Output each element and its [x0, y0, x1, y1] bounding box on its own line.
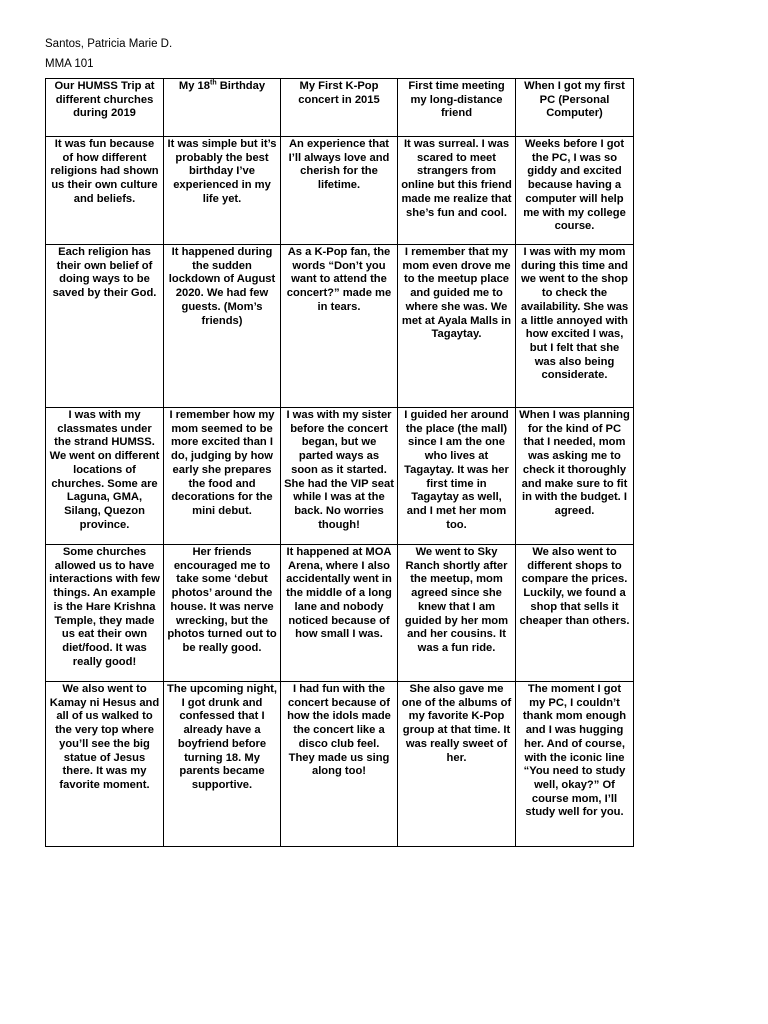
table-row: [46, 545, 634, 682]
table-cell: I was with my classmates under the strand HUMSS. We went on different locations of churches. Some are Laguna, GMA, Silang, Quezon province.: [46, 408, 164, 545]
course-code: MMA 101: [45, 58, 94, 70]
table-cell: I was with my mom during this time and we went to the shop to check the availability. She was a little annoyed with how excited I was, but I felt that she was also being considerate.: [516, 245, 634, 408]
column-header: First time meeting my long-distance friend: [398, 79, 516, 137]
table-header-row: [46, 79, 634, 137]
table-cell: We went to Sky Ranch shortly after the meetup, mom agreed since she knew that I am guided by her mom and her cousins. It was a fun ride.: [398, 545, 516, 682]
memories-table: [45, 78, 634, 847]
table-cell: Her friends encouraged me to take some ‘debut photos’ around the house. It was nerve wrecking, but the photos turned out to be really good.: [164, 545, 281, 682]
table-cell: I remember that my mom even drove me to the meetup place and guided me to where she was. We met at Ayala Malls in Tagaytay.: [398, 245, 516, 408]
table-cell: It was simple but it’s probably the best birthday I’ve experienced in my life yet.: [164, 137, 281, 245]
table-cell: We also went to different shops to compare the prices. Luckily, we found a shop that sells it cheaper than others.: [516, 545, 634, 682]
table-cell: The moment I got my PC, I couldn’t thank mom enough and I was hugging her. And of course, with the iconic line “You need to study well, okay?” Of course mom, I’ll study well for you.: [516, 682, 634, 847]
table-cell: As a K-Pop fan, the words “Don’t you want to attend the concert?” made me in tears.: [281, 245, 398, 408]
table-cell: It was surreal. I was scared to meet strangers from online but this friend made me realize that she’s fun and cool.: [398, 137, 516, 245]
table-row: [46, 682, 634, 847]
table-cell: It was fun because of how different religions had shown us their own culture and beliefs.: [46, 137, 164, 245]
table-row: [46, 408, 634, 545]
student-name: Santos, Patricia Marie D.: [45, 38, 173, 50]
table-row: [46, 137, 634, 245]
column-header: My 18th Birthday: [164, 79, 281, 137]
table-cell: I remember how my mom seemed to be more excited than I do, judging by how early she prepares the food and decorations for the mini debut.: [164, 408, 281, 545]
table-cell: Some churches allowed us to have interactions with few things. An example is the Hare Krishna Temple, they made us eat their own diet/food. It was really good!: [46, 545, 164, 682]
table-cell: I had fun with the concert because of how the idols made the concert like a disco club feel. They made us sing along too!: [281, 682, 398, 847]
table-cell: An experience that I’ll always love and cherish for the lifetime.: [281, 137, 398, 245]
table-cell: Each religion has their own belief of doing ways to be saved by their God.: [46, 245, 164, 408]
table-cell: The upcoming night, I got drunk and confessed that I already have a boyfriend before turning 18. My parents became supportive.: [164, 682, 281, 847]
table-cell: When I was planning for the kind of PC that I needed, mom was asking me to check it thoroughly and make sure to fit in with the budget. I agreed.: [516, 408, 634, 545]
table-cell: We also went to Kamay ni Hesus and all of us walked to the very top where you’ll see the big statue of Jesus there. It was my favorite moment.: [46, 682, 164, 847]
table-cell: I was with my sister before the concert began, but we parted ways as soon as it started. She had the VIP seat while I was at the back. No worries though!: [281, 408, 398, 545]
column-header: When I got my first PC (Personal Computer): [516, 79, 634, 137]
table-cell: Weeks before I got the PC, I was so giddy and excited because having a computer will help me with my college course.: [516, 137, 634, 245]
table-cell: She also gave me one of the albums of my favorite K-Pop group at that time. It was really sweet of her.: [398, 682, 516, 847]
table-row: [46, 245, 634, 408]
table-cell: It happened at MOA Arena, where I also accidentally went in the middle of a long lane and nobody noticed because of how small I was.: [281, 545, 398, 682]
column-header: My First K-Pop concert in 2015: [281, 79, 398, 137]
table-cell: It happened during the sudden lockdown of August 2020. We had few guests. (Mom’s friends): [164, 245, 281, 408]
table-cell: I guided her around the place (the mall) since I am the one who lives at Tagaytay. It was her first time in Tagaytay as well, and I met her mom too.: [398, 408, 516, 545]
column-header: Our HUMSS Trip at different churches during 2019: [46, 79, 164, 137]
